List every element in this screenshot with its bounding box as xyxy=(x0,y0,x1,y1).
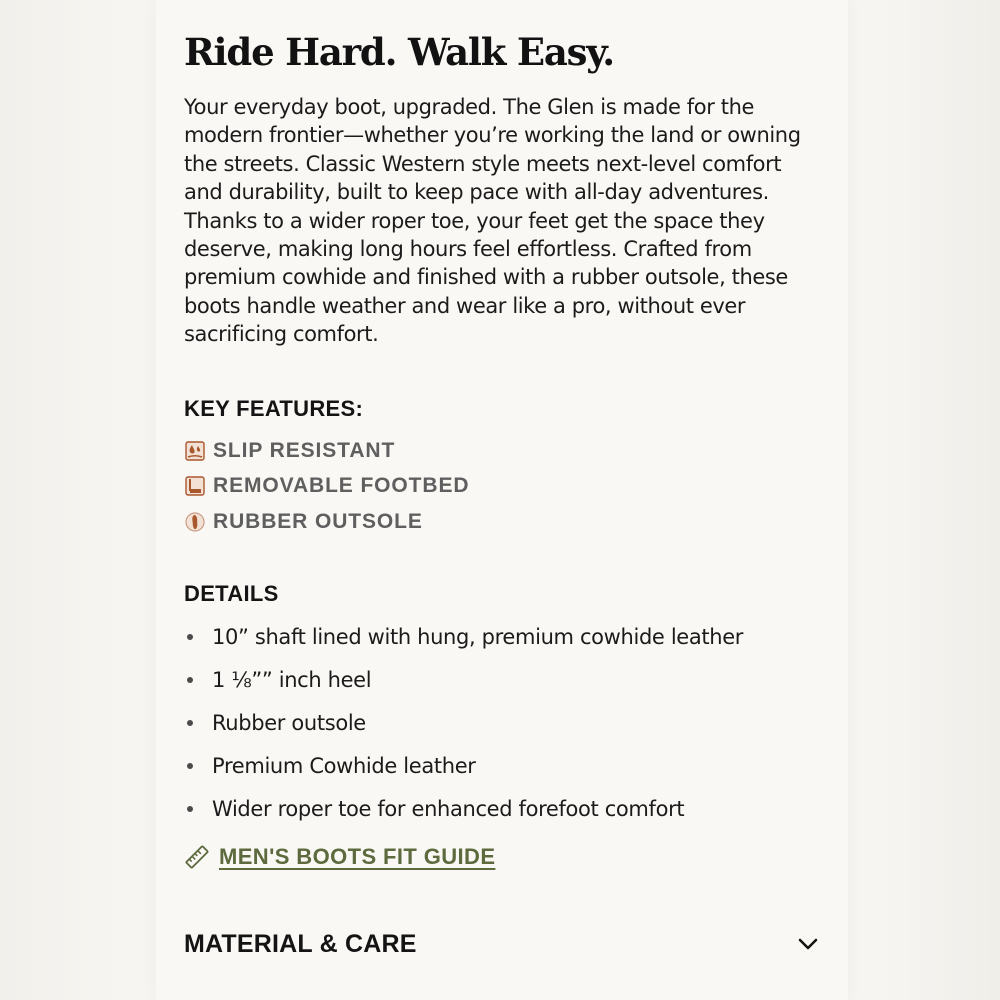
detail-text: Premium Cowhide leather xyxy=(212,753,476,778)
feature-label: SLIP RESISTANT xyxy=(213,438,396,462)
feature-item-rubber-outsole xyxy=(184,504,469,540)
chevron-down-icon[interactable] xyxy=(796,932,820,956)
bullet-icon xyxy=(187,763,193,769)
footbed-icon xyxy=(184,475,206,497)
fit-guide-link[interactable] xyxy=(184,844,495,870)
slip-resistant-icon xyxy=(184,440,206,462)
feature-label: RUBBER OUTSOLE xyxy=(213,509,423,533)
detail-text: Rubber outsole xyxy=(212,710,366,735)
bullet-icon xyxy=(187,806,193,812)
details-list xyxy=(184,616,743,830)
key-features-list xyxy=(184,433,469,540)
material-care-title[interactable]: MATERIAL & CARE xyxy=(184,929,417,958)
bullet-icon xyxy=(187,720,193,726)
feature-label: REMOVABLE FOOTBED xyxy=(213,474,470,498)
detail-text: 10” shaft lined with hung, premium cowhide leather xyxy=(212,625,744,650)
list-item xyxy=(184,744,743,787)
details-heading: DETAILS xyxy=(184,581,279,606)
detail-text: Wider roper toe for enhanced forefoot comfort xyxy=(212,796,685,821)
list-item xyxy=(184,702,743,745)
list-item xyxy=(184,787,743,830)
bullet-icon xyxy=(187,634,193,640)
list-item xyxy=(184,659,743,702)
list-item xyxy=(184,616,743,659)
product-tagline: Ride Hard. Walk Easy. xyxy=(184,30,614,74)
feature-item-slip-resistant xyxy=(184,433,469,469)
fit-guide-label[interactable]: MEN'S BOOTS FIT GUIDE xyxy=(219,844,496,869)
detail-text: 1 ⅛”” inch heel xyxy=(212,668,372,693)
ruler-icon xyxy=(184,844,210,870)
outsole-icon xyxy=(184,511,206,533)
feature-item-removable-footbed xyxy=(184,469,469,505)
product-details-panel xyxy=(156,0,848,1000)
key-features-heading: KEY FEATURES: xyxy=(184,396,364,421)
bullet-icon xyxy=(187,677,193,683)
product-description: Your everyday boot, upgraded. The Glen is made for the modern frontier—whether you’re working the land or owning the streets. Classic Western style meets next-level comfort and durability, built to keep pace with all-day adventures. Thanks to a wider roper toe, your feet get the space they deserve, making long hours feel effortless. Crafted from premium cowhide and finished with a rubber outsole, these boots handle weather and wear like a pro, without ever sacrificing comfort. xyxy=(184,95,801,347)
material-care-accordion[interactable] xyxy=(184,925,820,963)
